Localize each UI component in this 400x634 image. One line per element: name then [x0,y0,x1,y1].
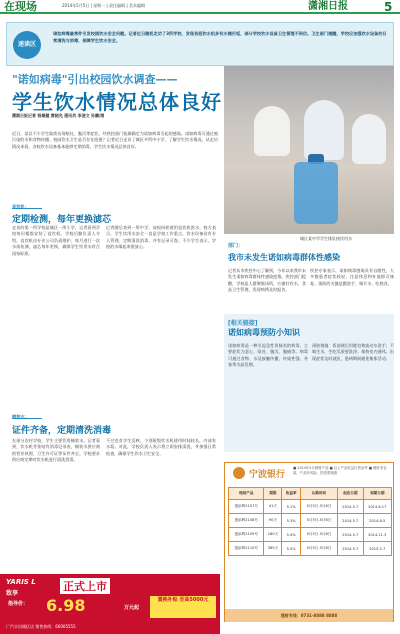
speed-read-badge: 速读区 [13,31,41,59]
student-figure [352,114,386,164]
article-column: 在部分农村学校，学生主要饮用桶装水。记者看到，饮水机旁张贴有消毒记录表，桶装水供应商的营业执照、卫生许可证等证件齐全。学校要求供应商定期对饮水机进行清洗消毒。 [12,438,100,463]
water-bottle [294,162,338,224]
tips-column: 预防措施：饭前便后用肥皂和流动水洗手；不喝生水，生吃瓜果要洗净；保持室内通风；出现症状及时就医，患病期间避免集体活动。 [312,343,394,361]
table-cell: 5.4% [282,528,300,542]
paper-name: 潇湘日报 [308,1,348,12]
table-cell: 365天 [264,542,282,556]
table-cell: 41天 [264,500,282,514]
student-figure [304,100,344,160]
section-tag: 直饮机： [12,204,29,209]
table-cell: 2014.5.7 [338,542,363,556]
intro-box [6,22,394,66]
sidebar-column: 记者从市疾控中心了解到，今年以来我市未发生诺如病毒群体性感染疫情。疾控部门提醒，学校是人群聚集场所，应做好饮水、食品卫生管理，发现病例及时报告。 [228,268,306,293]
photo-caption: 城区某中学学生排队接饮用水 [300,236,352,241]
bank-ad-header [225,463,393,483]
table-cell: 5月5日-5月6日 [300,514,337,528]
student-figure [254,106,290,156]
article-column: 记者随后来到一所中学，该校同样使用直饮机供水。校方表示，学生饮用水安全一直是学校工作重点，饮水设备设有专人管理，定期清洗消毒，并有记录可查。不少学生表示，学校的水喝起来很放心。 [106,225,216,250]
table-header-cell: 认购时间 [300,488,337,500]
article-byline: 潇湘日报记者 杨雄健 黄晓光 通讯员 李凌文 孙鹏/图 [12,113,105,118]
table-cell: 2014.5.7 [338,514,363,528]
table-row [229,500,392,514]
sidebar-headline: 我市未发生诺如病毒群体性感染 [228,253,340,262]
table-cell: 惠添利2108号 [229,514,264,528]
table-cell: 惠添利2109号 [229,528,264,542]
article-lead: 近日，某县不少学生陆续出现呕吐、腹泻等症状，经疾控部门检测确定为诺如病毒引起的感染。诺如病毒可通过被污染的水和食物传播。校园饮水卫生是否存在隐患？记者近日走访了城区多所中小学，了解学生饮水情况。从走访情况来看，各校饮水设备基本能够定期消毒，学生饮水情况总体良好。 [12,131,218,149]
table-header-cell: 起息日期 [338,488,363,500]
table-header-cell: 期限 [264,488,282,500]
table-cell: 2015.5.7 [363,542,392,556]
sidebar-column: 疾控专家表示，诺如病毒感染具有自限性，大多数患者症状较轻，注意休息和补液即可康复。预防的关键是勤洗手、喝开水、吃熟食。 [310,268,394,286]
table-cell: 惠添利2107号 [229,500,264,514]
bank-product-table [228,487,392,556]
header-meta: 2014年5月5日 | 星期一 | 责任编辑 | 美术编辑 [62,3,145,8]
table-cell: 90天 [264,514,282,528]
table-cell: 2014.5.7 [338,500,363,514]
bank-ad [224,462,394,622]
table-row [229,528,392,542]
table-cell: 2014.6.17 [363,500,392,514]
table-cell: 180天 [264,528,282,542]
bank-notes: ■ 2014年5月理财产品 ■ 以上产品收益仅供参考 ■ 理财非存款，产品有风险，投资需谨慎 [293,466,387,475]
table-header-cell: 到期日期 [363,488,392,500]
price-label: 指导价： [8,601,29,607]
related-link-tag: [相关链接] [228,320,258,327]
table-header-row [229,488,392,500]
table-cell: 5月5日-5月6日 [300,542,337,556]
table-cell: 2014.11.3 [363,528,392,542]
table-cell: 5月5日-5月6日 [300,500,337,514]
car-ad [0,574,220,634]
car-brand: YARIS L [6,578,36,586]
table-cell: 惠添利2110号 [229,542,264,556]
section-title: 证件齐备，定期清洗消毒 [12,426,112,436]
section-tag: 桶装水： [12,414,29,419]
article-headline: 学生饮水情况总体良好 [12,90,222,114]
car-price: 6.98 [46,596,86,615]
table-cell: 2014.5.7 [338,528,363,542]
launch-banner: 正式上市 [60,578,110,594]
page-number: 5 [384,0,393,14]
table-cell: 5.1% [282,500,300,514]
trade-in-offer: 置换补贴 至高5000元 [150,596,216,618]
table-cell: 2014.8.5 [363,514,392,528]
section-title: 在现场 [4,0,37,13]
section-title: 定期检测，每年更换滤芯 [12,215,112,225]
article-column: 不过也有学生反映，个别班级饮水机使用时间较长，内部有水垢。对此，学校负责人表示将立即安排清洗，并加强日常检查，确保学生饮水卫生安全。 [106,438,216,456]
article-column: 走访的第一所学校是城区一所小学，记者看到学校每层楼都安装了直饮机。学校后勤负责人介绍，直饮机由专业公司负责维护，每月进行一次水质检测，滤芯每年更换，确保学生饮用水符合国家标准。 [12,225,100,256]
related-link-title: 诺如病毒预防小知识 [228,328,300,337]
article-kicker: "诺如病毒"引出校园饮水调查—— [12,73,178,86]
table-cell: 5月5日-5月6日 [300,528,337,542]
table-header-cell: 理财产品 [229,488,264,500]
sidebar-dept-tag: 部门： [228,243,244,249]
price-unit: 万元起 [124,605,140,611]
table-cell: 5.5% [282,542,300,556]
car-model: 致享 [6,590,19,597]
bank-name: 宁波银行 [249,470,286,480]
tips-column: 诺如病毒是一种引起急性胃肠炎的病毒，主要症状为恶心、呕吐、腹泻、腹痛等。病毒可通过食物、水及接触传播，传染性强，冬春季为高发期。 [228,343,308,368]
table-cell: 5.3% [282,514,300,528]
table-row [229,542,392,556]
intro-text: 诸如病毒最常件引发校园饮水安全问题。记者近日随机走访了3所学校，发现各班饮水机多有水桶污垢，部分学校饮水设备卫生管理不到位。卫生部门提醒，学校应加强饮水设备的日常清洗与消毒，保障学生饮水安全。 [53,31,387,43]
bank-hotline: 理财专线：0731-8888 8888 [225,609,393,622]
table-header-cell: 收益率 [282,488,300,500]
bank-logo-icon [233,467,245,479]
page-header [0,0,400,14]
article-photo [224,66,394,234]
table-row [229,514,392,528]
dealer-address: 广汽丰田城区店 销售热线：66005555 [6,624,76,629]
